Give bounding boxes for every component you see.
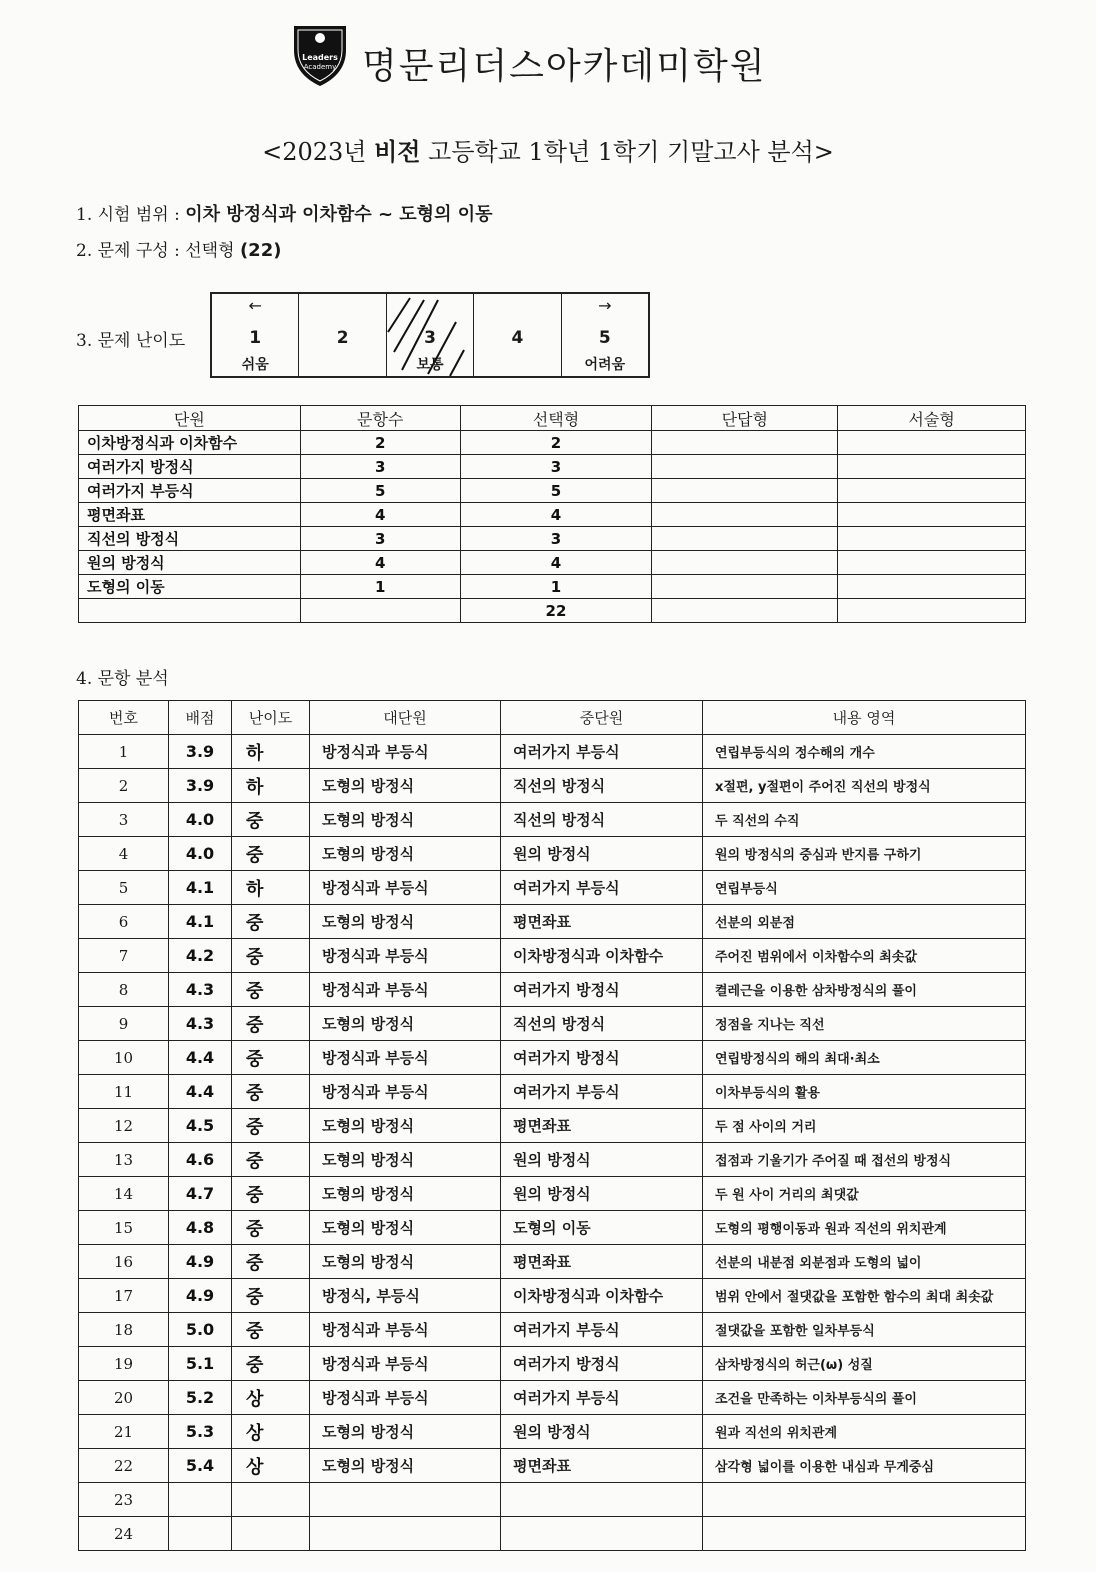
count-cell: 5 xyxy=(300,479,460,503)
difficulty-cell-5: → 5 어려움 xyxy=(562,294,648,376)
major-unit-cell: 방정식과 부등식 xyxy=(310,735,501,769)
item-number-cell: 21 xyxy=(79,1415,169,1449)
item-number-cell: 4 xyxy=(79,837,169,871)
middle-unit-cell xyxy=(501,1517,703,1551)
major-unit-cell: 도형의 방정식 xyxy=(310,1177,501,1211)
content-cell: 접점과 기울기가 주어질 때 접선의 방정식 xyxy=(703,1143,1026,1177)
content-cell xyxy=(703,1517,1026,1551)
item-number-cell: 18 xyxy=(79,1313,169,1347)
score-cell: 4.4 xyxy=(169,1075,232,1109)
items-table xyxy=(78,700,1026,1551)
count-cell xyxy=(652,479,838,503)
difficulty-cell: 중 xyxy=(232,1279,310,1313)
table-row xyxy=(79,803,1026,837)
middle-unit-cell: 이차방정식과 이차함수 xyxy=(501,939,703,973)
units-table xyxy=(78,405,1026,623)
major-unit-cell: 도형의 방정식 xyxy=(310,1245,501,1279)
count-cell xyxy=(652,575,838,599)
academy-logo xyxy=(290,20,350,88)
table-row xyxy=(79,1517,1026,1551)
item-number-cell: 20 xyxy=(79,1381,169,1415)
table-row xyxy=(79,1007,1026,1041)
middle-unit-cell: 여러가지 방정식 xyxy=(501,1041,703,1075)
score-cell: 4.4 xyxy=(169,1041,232,1075)
major-unit-cell: 도형의 방정식 xyxy=(310,1143,501,1177)
school-name: 비전 xyxy=(374,137,421,166)
count-cell xyxy=(652,431,838,455)
major-unit-cell: 도형의 방정식 xyxy=(310,837,501,871)
content-cell: 선분의 외분점 xyxy=(703,905,1026,939)
count-cell xyxy=(652,455,838,479)
middle-unit-cell: 여러가지 방정식 xyxy=(501,1347,703,1381)
major-unit-cell: 방정식과 부등식 xyxy=(310,1075,501,1109)
count-cell: 1 xyxy=(300,575,460,599)
unit-name-cell: 여러가지 방정식 xyxy=(79,455,301,479)
table-row xyxy=(79,599,1026,623)
middle-unit-cell: 도형의 이동 xyxy=(501,1211,703,1245)
left-arrow-icon: ← xyxy=(248,296,262,315)
count-cell: 3 xyxy=(300,527,460,551)
major-unit-cell: 방정식, 부등식 xyxy=(310,1279,501,1313)
table-row xyxy=(79,1415,1026,1449)
item-number-cell: 12 xyxy=(79,1109,169,1143)
table-row xyxy=(79,1143,1026,1177)
difficulty-cell: 상 xyxy=(232,1415,310,1449)
count-cell xyxy=(838,431,1026,455)
middle-unit-cell: 원의 방정식 xyxy=(501,1143,703,1177)
content-cell: 주어진 범위에서 이차함수의 최솟값 xyxy=(703,939,1026,973)
difficulty-cell: 중 xyxy=(232,1075,310,1109)
item-number-cell: 14 xyxy=(79,1177,169,1211)
score-cell: 4.9 xyxy=(169,1279,232,1313)
count-cell xyxy=(652,599,838,623)
difficulty-cell-4: 4 xyxy=(474,294,561,376)
score-cell: 4.6 xyxy=(169,1143,232,1177)
count-cell xyxy=(300,599,460,623)
middle-unit-cell: 직선의 방정식 xyxy=(501,769,703,803)
content-cell: 원의 방정식의 중심과 반지름 구하기 xyxy=(703,837,1026,871)
difficulty-cell: 중 xyxy=(232,1143,310,1177)
difficulty-cell: 상 xyxy=(232,1449,310,1483)
content-cell: 원과 직선의 위치관계 xyxy=(703,1415,1026,1449)
difficulty-cell: 하 xyxy=(232,769,310,803)
major-unit-cell: 방정식과 부등식 xyxy=(310,1313,501,1347)
unit-name-cell: 평면좌표 xyxy=(79,503,301,527)
unit-name-cell: 여러가지 부등식 xyxy=(79,479,301,503)
middle-unit-cell: 여러가지 부등식 xyxy=(501,1075,703,1109)
difficulty-cell: 중 xyxy=(232,1109,310,1143)
count-cell: 1 xyxy=(460,575,652,599)
table-row xyxy=(79,1041,1026,1075)
major-unit-cell: 방정식과 부등식 xyxy=(310,973,501,1007)
difficulty-cell: 하 xyxy=(232,735,310,769)
item-number-cell: 3 xyxy=(79,803,169,837)
middle-unit-cell: 평면좌표 xyxy=(501,905,703,939)
table-row xyxy=(79,939,1026,973)
count-cell: 3 xyxy=(460,455,652,479)
unit-name-cell: 원의 방정식 xyxy=(79,551,301,575)
table-row xyxy=(79,527,1026,551)
middle-unit-cell: 이차방정식과 이차함수 xyxy=(501,1279,703,1313)
major-unit-cell: 방정식과 부등식 xyxy=(310,1041,501,1075)
items-header-row: 번호 배점 난이도 대단원 중단원 내용 영역 xyxy=(79,701,1026,735)
difficulty-cell: 중 xyxy=(232,1007,310,1041)
item-number-cell: 23 xyxy=(79,1483,169,1517)
content-cell: 정점을 지나는 직선 xyxy=(703,1007,1026,1041)
score-cell: 5.1 xyxy=(169,1347,232,1381)
difficulty-cell xyxy=(232,1517,310,1551)
major-unit-cell: 방정식과 부등식 xyxy=(310,1381,501,1415)
difficulty-cell: 중 xyxy=(232,1211,310,1245)
item-number-cell: 19 xyxy=(79,1347,169,1381)
difficulty-cell: 상 xyxy=(232,1381,310,1415)
score-cell xyxy=(169,1483,232,1517)
difficulty-cell: 중 xyxy=(232,1177,310,1211)
major-unit-cell xyxy=(310,1517,501,1551)
count-cell xyxy=(652,527,838,551)
score-cell: 4.0 xyxy=(169,803,232,837)
major-unit-cell: 도형의 방정식 xyxy=(310,769,501,803)
middle-unit-cell: 여러가지 부등식 xyxy=(501,1381,703,1415)
content-cell xyxy=(703,1483,1026,1517)
table-row xyxy=(79,905,1026,939)
difficulty-cell: 중 xyxy=(232,1041,310,1075)
count-cell xyxy=(838,479,1026,503)
middle-unit-cell: 원의 방정식 xyxy=(501,1415,703,1449)
score-cell: 4.3 xyxy=(169,1007,232,1041)
count-cell xyxy=(838,455,1026,479)
middle-unit-cell: 여러가지 방정식 xyxy=(501,973,703,1007)
count-cell: 4 xyxy=(300,551,460,575)
middle-unit-cell: 여러가지 부등식 xyxy=(501,735,703,769)
table-row xyxy=(79,455,1026,479)
table-row xyxy=(79,1075,1026,1109)
unit-name-cell: 직선의 방정식 xyxy=(79,527,301,551)
table-row xyxy=(79,1313,1026,1347)
item-number-cell: 13 xyxy=(79,1143,169,1177)
content-cell: 두 직선의 수직 xyxy=(703,803,1026,837)
table-row xyxy=(79,551,1026,575)
item-number-cell: 2 xyxy=(79,769,169,803)
difficulty-cell: 하 xyxy=(232,871,310,905)
table-row xyxy=(79,431,1026,455)
table-row xyxy=(79,1177,1026,1211)
count-cell xyxy=(838,575,1026,599)
item-number-cell: 15 xyxy=(79,1211,169,1245)
content-cell: 조건을 만족하는 이차부등식의 풀이 xyxy=(703,1381,1026,1415)
difficulty-cell-1: ← 1 쉬움 xyxy=(212,294,299,376)
middle-unit-cell: 여러가지 부등식 xyxy=(501,871,703,905)
unit-name-cell: 이차방정식과 이차함수 xyxy=(79,431,301,455)
content-cell: 연립부등식 xyxy=(703,871,1026,905)
major-unit-cell: 도형의 방정식 xyxy=(310,1109,501,1143)
major-unit-cell: 도형의 방정식 xyxy=(310,1449,501,1483)
unit-name-cell: 도형의 이동 xyxy=(79,575,301,599)
content-cell: 선분의 내분점 외분점과 도형의 넓이 xyxy=(703,1245,1026,1279)
score-cell: 3.9 xyxy=(169,735,232,769)
count-cell xyxy=(838,503,1026,527)
difficulty-cell: 중 xyxy=(232,1313,310,1347)
score-cell: 5.2 xyxy=(169,1381,232,1415)
item-number-cell: 11 xyxy=(79,1075,169,1109)
table-row xyxy=(79,871,1026,905)
exam-range-value: 이차 방정식과 이차함수 ~ 도형의 이동 xyxy=(185,204,493,225)
content-cell: 두 원 사이 거리의 최댓값 xyxy=(703,1177,1026,1211)
table-row xyxy=(79,837,1026,871)
count-cell: 2 xyxy=(460,431,652,455)
count-cell: 3 xyxy=(460,527,652,551)
exam-title: <2023년 비전 고등학교 1학년 1학기 기말고사 분석> xyxy=(262,137,834,166)
table-row xyxy=(79,575,1026,599)
score-cell xyxy=(169,1517,232,1551)
exam-composition: 2. 문제 구성 : 선택형 (22) xyxy=(76,240,282,261)
score-cell: 5.4 xyxy=(169,1449,232,1483)
score-cell: 5.3 xyxy=(169,1415,232,1449)
table-row xyxy=(79,1483,1026,1517)
count-cell xyxy=(838,599,1026,623)
count-cell: 4 xyxy=(460,503,652,527)
middle-unit-cell: 원의 방정식 xyxy=(501,1177,703,1211)
middle-unit-cell: 평면좌표 xyxy=(501,1245,703,1279)
score-cell: 4.8 xyxy=(169,1211,232,1245)
major-unit-cell: 도형의 방정식 xyxy=(310,905,501,939)
content-cell: 켤레근을 이용한 삼차방정식의 풀이 xyxy=(703,973,1026,1007)
count-cell: 5 xyxy=(460,479,652,503)
difficulty-label: 3. 문제 난이도 xyxy=(76,331,186,351)
content-cell: 삼각형 넓이를 이용한 내심과 무게중심 xyxy=(703,1449,1026,1483)
svg-text:Academy: Academy xyxy=(303,63,337,71)
score-cell: 4.3 xyxy=(169,973,232,1007)
table-row xyxy=(79,973,1026,1007)
count-cell: 3 xyxy=(300,455,460,479)
item-number-cell: 10 xyxy=(79,1041,169,1075)
exam-composition-value: (22) xyxy=(239,240,282,261)
table-row xyxy=(79,735,1026,769)
middle-unit-cell: 여러가지 부등식 xyxy=(501,1313,703,1347)
score-cell: 3.9 xyxy=(169,769,232,803)
major-unit-cell: 도형의 방정식 xyxy=(310,1007,501,1041)
count-cell xyxy=(652,551,838,575)
major-unit-cell: 방정식과 부등식 xyxy=(310,1347,501,1381)
difficulty-cell: 중 xyxy=(232,905,310,939)
difficulty-cell: 중 xyxy=(232,1347,310,1381)
item-number-cell: 1 xyxy=(79,735,169,769)
section-item-analysis: 4. 문항 분석 xyxy=(76,669,169,689)
major-unit-cell: 도형의 방정식 xyxy=(310,1211,501,1245)
table-row xyxy=(79,503,1026,527)
item-number-cell: 5 xyxy=(79,871,169,905)
count-cell xyxy=(838,527,1026,551)
unit-name-cell xyxy=(79,599,301,623)
score-cell: 4.1 xyxy=(169,905,232,939)
major-unit-cell: 도형의 방정식 xyxy=(310,803,501,837)
item-number-cell: 17 xyxy=(79,1279,169,1313)
difficulty-cell-2: 2 xyxy=(299,294,386,376)
difficulty-cell-3: 3 보통 xyxy=(387,294,474,376)
count-cell xyxy=(838,551,1026,575)
exam-range: 1. 시험 범위 : 이차 방정식과 이차함수 ~ 도형의 이동 xyxy=(76,204,493,225)
content-cell: 삼차방정식의 허근(ω) 성질 xyxy=(703,1347,1026,1381)
score-cell: 4.2 xyxy=(169,939,232,973)
count-cell: 4 xyxy=(300,503,460,527)
table-row xyxy=(79,1449,1026,1483)
content-cell: 두 점 사이의 거리 xyxy=(703,1109,1026,1143)
score-cell: 4.7 xyxy=(169,1177,232,1211)
count-cell: 4 xyxy=(460,551,652,575)
right-arrow-icon: → xyxy=(598,296,612,315)
middle-unit-cell: 원의 방정식 xyxy=(501,837,703,871)
academy-name: 명문리더스아카데미학원 xyxy=(362,46,767,87)
content-cell: 이차부등식의 활용 xyxy=(703,1075,1026,1109)
item-number-cell: 7 xyxy=(79,939,169,973)
middle-unit-cell: 평면좌표 xyxy=(501,1109,703,1143)
item-number-cell: 22 xyxy=(79,1449,169,1483)
table-row xyxy=(79,1109,1026,1143)
difficulty-cell: 중 xyxy=(232,1245,310,1279)
score-cell: 5.0 xyxy=(169,1313,232,1347)
content-cell: 범위 안에서 절댓값을 포함한 함수의 최대 최솟값 xyxy=(703,1279,1026,1313)
middle-unit-cell xyxy=(501,1483,703,1517)
major-unit-cell xyxy=(310,1483,501,1517)
content-cell: 도형의 평행이동과 원과 직선의 위치관계 xyxy=(703,1211,1026,1245)
item-number-cell: 6 xyxy=(79,905,169,939)
content-cell: x절편, y절편이 주어진 직선의 방정식 xyxy=(703,769,1026,803)
difficulty-cell: 중 xyxy=(232,837,310,871)
middle-unit-cell: 직선의 방정식 xyxy=(501,1007,703,1041)
score-cell: 4.9 xyxy=(169,1245,232,1279)
difficulty-cell: 중 xyxy=(232,939,310,973)
table-row xyxy=(79,1211,1026,1245)
table-row xyxy=(79,1279,1026,1313)
middle-unit-cell: 평면좌표 xyxy=(501,1449,703,1483)
item-number-cell: 8 xyxy=(79,973,169,1007)
middle-unit-cell: 직선의 방정식 xyxy=(501,803,703,837)
major-unit-cell: 방정식과 부등식 xyxy=(310,939,501,973)
table-row xyxy=(79,1381,1026,1415)
item-number-cell: 16 xyxy=(79,1245,169,1279)
table-row xyxy=(79,479,1026,503)
major-unit-cell: 방정식과 부등식 xyxy=(310,871,501,905)
item-number-cell: 24 xyxy=(79,1517,169,1551)
difficulty-cell: 중 xyxy=(232,803,310,837)
difficulty-cell xyxy=(232,1483,310,1517)
content-cell: 절댓값을 포함한 일차부등식 xyxy=(703,1313,1026,1347)
table-row xyxy=(79,1347,1026,1381)
major-unit-cell: 도형의 방정식 xyxy=(310,1415,501,1449)
difficulty-scale xyxy=(210,292,650,378)
table-row xyxy=(79,769,1026,803)
score-cell: 4.5 xyxy=(169,1109,232,1143)
svg-text:Leaders: Leaders xyxy=(302,53,338,62)
difficulty-cell: 중 xyxy=(232,973,310,1007)
score-cell: 4.1 xyxy=(169,871,232,905)
count-cell: 2 xyxy=(300,431,460,455)
count-cell: 22 xyxy=(460,599,652,623)
table-row xyxy=(79,1245,1026,1279)
score-cell: 4.0 xyxy=(169,837,232,871)
content-cell: 연립방정식의 해의 최대·최소 xyxy=(703,1041,1026,1075)
count-cell xyxy=(652,503,838,527)
units-header-row: 단원 문항수 선택형 단답형 서술형 xyxy=(79,406,1026,431)
content-cell: 연립부등식의 정수해의 개수 xyxy=(703,735,1026,769)
item-number-cell: 9 xyxy=(79,1007,169,1041)
